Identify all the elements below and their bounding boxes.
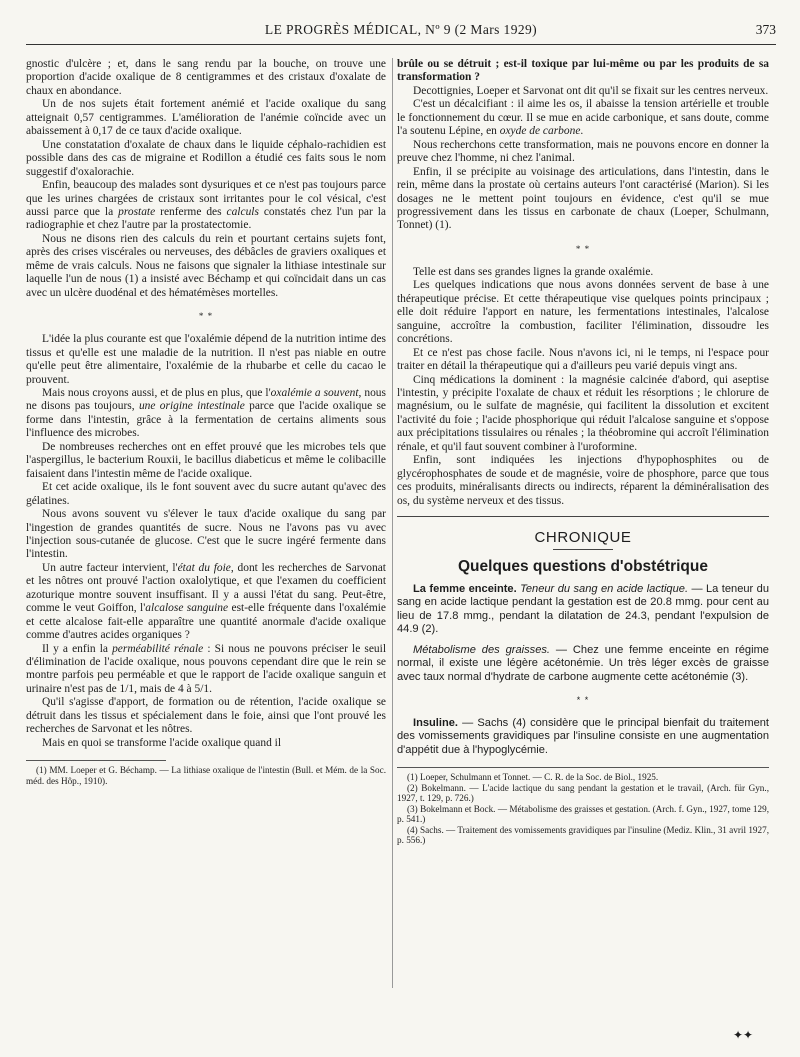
italic-run: perméabilité rénale bbox=[112, 642, 204, 655]
text-run: Enfin, beaucoup des malades sont dysuriques et ce n'est pas toujours parce que les urines chargées de cristaux sont irritantes pour le col vésical, c'est aussi parce que la bbox=[26, 179, 386, 218]
italic-run: prostate bbox=[118, 205, 156, 218]
column-divider bbox=[392, 58, 393, 988]
paragraph: De nombreuses recherches ont en effet prouvé que les microbes tels que l'aspergillus, le bacterium Rouxii, le bacillus diabeticus et même le colibacille faisaient dans l'intestin même de l'acide oxalique. bbox=[26, 440, 386, 480]
paragraph bbox=[397, 717, 769, 757]
paragraph: Les quelques indications que nous avons données servent de base à une thérapeutique précise. Et cette thérapeutique vise quelques points principaux ; elle doit réduire l'apport en nature, les fermentations intestinales, l'alcalose sanguine, accroître la combustion, faciliter l'élimination, dissoudre les concrétions. bbox=[397, 279, 769, 346]
paragraph bbox=[397, 644, 769, 684]
bold-run: La femme enceinte. bbox=[413, 582, 517, 595]
italic-run: Métabolisme des graisses. bbox=[413, 644, 550, 657]
paragraph bbox=[26, 562, 386, 643]
footnote: (1) Loeper, Schulmann et Tonnet. — C. R. de la Soc. de Biol., 1925. bbox=[407, 771, 659, 782]
paragraph: Enfin, sont indiquées les injections d'hypophosphites ou de glycérophosphates de soude et de magnésie, voire de phosphore, parce que tous ces produits, minéralisants directs ou indirects, réparent la déminéralisation des os, du système nerveux et des tissus. bbox=[397, 454, 769, 507]
paragraph: Qu'il s'agisse d'apport, de formation ou de rétention, l'acide oxalique se détruit dans les tissus et spécialement dans le foie, ainsi que l'ont prouvé les recherches de Sarvonat et les nôtres. bbox=[26, 696, 386, 736]
page-number: 373 bbox=[755, 22, 776, 37]
paragraph bbox=[397, 583, 769, 636]
text-run: renferme des bbox=[155, 205, 227, 218]
italic-run: état du foie bbox=[177, 561, 231, 574]
section-stars: * * bbox=[198, 311, 214, 322]
text-run: , dont les recherches de Sarvonat et les nôtres ont prouvé l'action oxalolytique, et que l'examen du coefficient azoturique montre souvent insuffisant. Il y a aussi l'état du sang. Peut-être, comme le veut Goiffon, l' bbox=[26, 561, 386, 615]
text-run: Il y a enfin la bbox=[42, 642, 113, 655]
footnotes bbox=[26, 765, 386, 786]
text-run: est-elle fréquente dans l'oxalémie et cette alcalose fait-elle apparaître une quantité anormale d'acide oxalique comme d'autres acides organiques ? bbox=[26, 602, 387, 642]
footnote: (1) MM. Loeper et G. Béchamp. — La lithiase oxalique de l'intestin (Bull. et Mém. de la Soc. méd. des Hôp., 1910). bbox=[26, 765, 386, 786]
footnote: (2) Bokelmann. — L'acide lactique du sang pendant la gestation et le travail, (Arch. für Gyn., 1927, t. 129, p. 726.) bbox=[397, 782, 769, 804]
paragraph: Decottignies, Loeper et Sarvonat ont dit qu'il se fixait sur les centres nerveux. bbox=[413, 84, 769, 97]
paragraph: Et ce n'est pas chose facile. Nous n'avons ici, ni le temps, ni l'espace pour traiter en détail la thérapeutique qui a d'ailleurs peu varié depuis vingt ans. bbox=[397, 346, 769, 373]
paragraph: Mais en quoi se transforme l'acide oxalique quand il bbox=[42, 736, 282, 749]
text-run: Un autre facteur intervient, l' bbox=[42, 561, 178, 574]
paragraph: Telle est dans ses grandes lignes la grande oxalémie. bbox=[413, 265, 654, 278]
article-body bbox=[397, 583, 769, 757]
paragraph: Enfin, il se précipite au voisinage des articulations, dans l'intestin, dans le rein, même dans la prostate où certains auteurs l'ont caractérisé (Marion). Si les dosages ne le mettent point toujours en évidence, c'est qu'il se mue progressivement dans les tissus en carbonate de chaux (Loeper, Schulmann, Tonnet) (1). bbox=[397, 165, 769, 232]
section-stars: * * bbox=[575, 243, 591, 254]
paragraph: L'idée la plus courante est que l'oxalémie dépend de la nutrition intime des tissus et qu'elle est une maladie de la nutrition. Il n'est pas niable en outre qu'elle peut être alimentaire, l'oxalémie de la rhubarbe et celle du cacao le prouvent. bbox=[26, 333, 386, 386]
paragraph: Nous ne disons rien des calculs du rein et pourtant certains sujets font, après des crises viscérales ou nerveuses, des débâcles de graviers oxaliques et même de vrais calculs. Nous ne faisons que signaler la lithiase intestinale sur laquelle l'un de nous (1) a insisté avec Béchamp et qui coïncidait dans un cas avec un ulcère duodénal et des hématémèses mortelles. bbox=[26, 232, 386, 299]
text-run: . bbox=[580, 125, 584, 138]
text-run: , nous ne disons pas toujours, bbox=[26, 386, 386, 413]
italic-run: oxalémie a souvent bbox=[270, 386, 359, 399]
text-run: : Si nous ne pouvons préciser le seuil d'élimination de l'acide oxalique, nous pouvons cependant dire que le rein se montre parfois peu perméable et que le rapport de l'acide oxalique sanguin et urinaire n'est pas de 1/1, mais de 4 à 5/1. bbox=[26, 642, 386, 695]
paragraph bbox=[26, 387, 386, 441]
paragraph bbox=[26, 643, 386, 697]
paragraph: Nous recherchons cette transformation, mais ne pouvons encore en donner la preuve chez l'homme, ni chez l'animal. bbox=[397, 138, 769, 165]
italic-run: alcalose sanguine bbox=[145, 602, 229, 615]
footnote: (3) Bokelmann et Bock. — Métabolisme des graisses et gestation. (Arch. f. Gyn., 1927, tome 129, p. 541.) bbox=[397, 803, 769, 825]
end-ornament: ✦✦ bbox=[733, 1028, 754, 1042]
section-stars: * * bbox=[576, 695, 590, 706]
journal-title: LE PROGRÈS MÉDICAL, Nº 9 (2 Mars 1929) bbox=[264, 22, 538, 37]
paragraph bbox=[397, 98, 769, 138]
footnotes bbox=[397, 772, 769, 846]
right-column bbox=[397, 58, 769, 846]
text-run: — La teneur du sang en acide lactique pendant la gestation est de 20.8 mmg. pour cent au lieu de 17.8 mmg., pendant la dilatation de 24.3, pendant l'expulsion de 44.9 (2). bbox=[397, 582, 770, 635]
running-header bbox=[26, 22, 776, 42]
section-heading: CHRONIQUE bbox=[534, 529, 632, 547]
text-run: C'est un décalcifiant : il aime les os, il abaisse la tension artérielle et trouble le fonctionnement du cœur. Il se mue en acide carbonique, et sans doute, comme l'a soutenu Lépine, en bbox=[397, 98, 769, 138]
text-run: — Sachs (4) considère que le principal bienfait du traitement des vomissements gravidiques par l'insuline consiste en une augmentation d'appétit due à l'hypoglycémie. bbox=[397, 717, 769, 756]
italic-run: Teneur du sang en acide lactique. bbox=[516, 582, 689, 595]
paragraph: gnostic d'ulcère ; et, dans le sang rendu par la bouche, on trouve une proportion d'acide oxalique de 8 centigrammes et des cristaux d'oxalate de chaux en abondance. bbox=[26, 58, 386, 97]
left-column bbox=[26, 58, 386, 786]
italic-run: calculs bbox=[226, 205, 259, 218]
paragraph: Cinq médications la dominent : la magnésie calcinée d'abord, qui aseptise l'intestin, y précipite l'oxalate de chaux et réduit les résorptions ; le chlorure de magnésium, ou le sulfate de magnésie, qui facilitent la dissolution et excitent l'activité du foie ; l'acide phosphorique qui réduit l'alcalose sanguine et s'oppose aux précipitations tissulaires ou rénales ; la théobromine qui accroît l'élimination rénale, et qu'il faut souvent combiner à l'uroformine. bbox=[397, 373, 769, 453]
paragraph: Et cet acide oxalique, ils le font souvent avec du sucre autant qu'avec des gélatines. bbox=[26, 481, 386, 507]
footnote-rule bbox=[397, 767, 769, 768]
bold-run: Insuline. bbox=[413, 717, 458, 730]
paragraph: Une constatation d'oxalate de chaux dans le liquide céphalo-rachidien est possible dans des cas de migraine et Rodillon a étudié ces faits sous le nom suggestif d'oxalorachie. bbox=[26, 138, 386, 178]
header-rule bbox=[26, 44, 776, 45]
heading-rule bbox=[553, 549, 613, 550]
text-run: — Chez une femme enceinte en régime normal, il existe une légère acétonémie. Un très léger excès de graisse avec taux normal d'hydrate de carbone augmente cette acétonémie (3). bbox=[397, 644, 769, 683]
text-run: parce que l'acide oxalique se forme dans l'intestin, grâce à la fermentation de certains aliments sous l'influence des microbes. bbox=[26, 400, 386, 440]
paragraph: brûle ou se détruit ; est-il toxique par lui-même ou par les produits de sa transformation ? bbox=[397, 58, 769, 84]
footnote: (4) Sachs. — Traitement des vomissements gravidiques par l'insuline (Mediz. Klin., 31 avril 1927, p. 556.) bbox=[397, 824, 769, 846]
article-title: Quelques questions d'obstétrique bbox=[458, 557, 708, 575]
text-run: constatés chez l'un par la radiographie et chez l'autre par la prostatectomie. bbox=[26, 205, 386, 232]
paragraph: Nous avons souvent vu s'élever le taux d'acide oxalique du sang par l'ingestion de grandes quantités de sucre. Nous ne l'avons pas vu avec l'injection sous-cutanée de glucose. C'est que le sucre ingéré fermente dans l'intestin. bbox=[26, 508, 386, 561]
italic-run: une origine intestinale bbox=[138, 400, 245, 413]
paragraph bbox=[26, 179, 386, 233]
footnote-rule bbox=[26, 760, 166, 761]
text-run: Mais nous croyons aussi, et de plus en plus, que l' bbox=[42, 386, 271, 399]
section-rule bbox=[397, 516, 769, 517]
paragraph: Un de nos sujets était fortement anémié et l'acide oxalique du sang atteignait 0,57 centigrammes. L'amélioration de l'anémie coïncide avec un abaissement à 0,17 de ce taux d'acide oxalique. bbox=[26, 98, 386, 138]
italic-run: oxyde de carbone bbox=[499, 125, 581, 138]
